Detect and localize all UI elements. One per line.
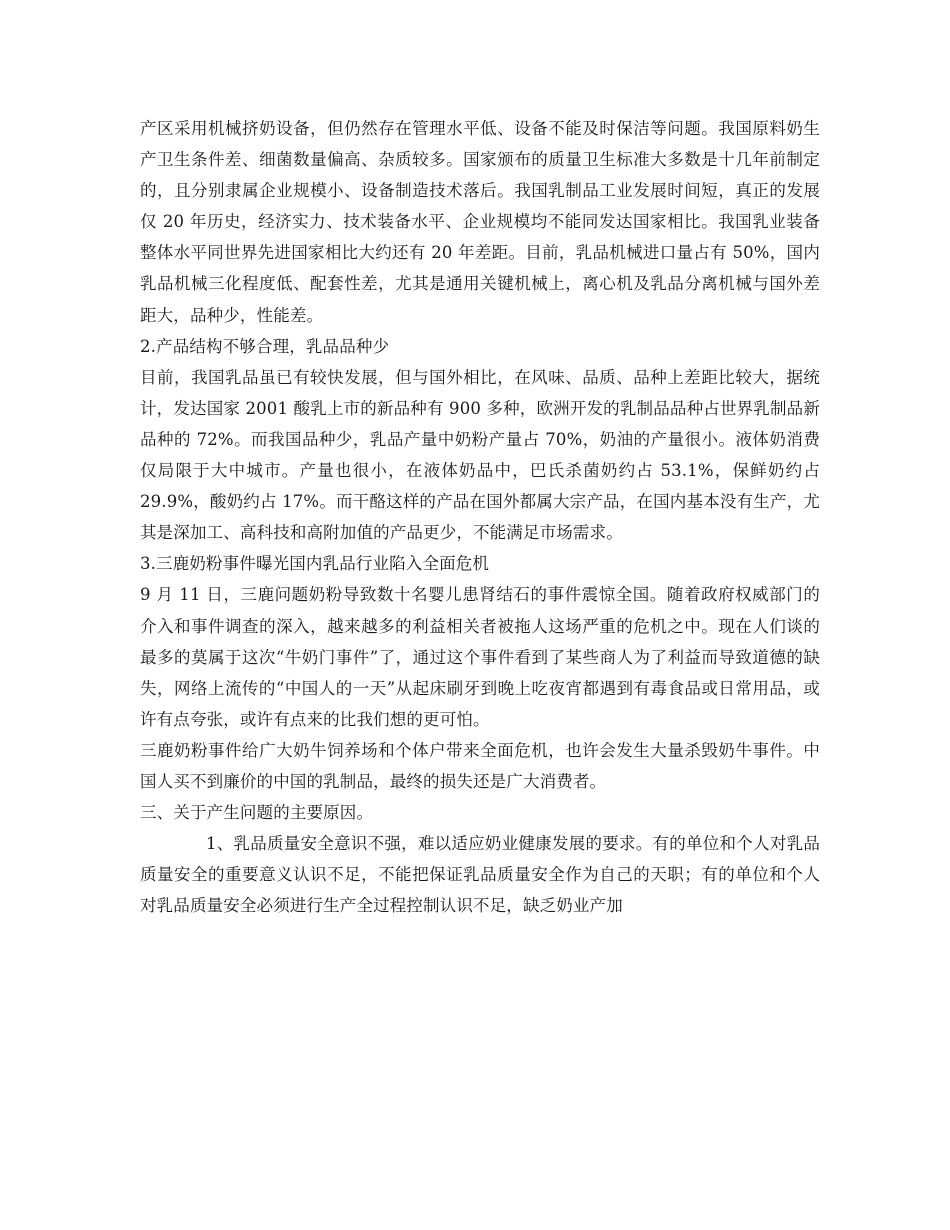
section-heading-sanlu-crisis: 3.三鹿奶粉事件曝光国内乳品行业陷入全面危机 xyxy=(140,554,490,574)
paragraph-product-variety: 目前，我国乳品虽已有较快发展，但与国外相比，在风味、品质、品种上差距比较大，据统计，发达国家 2001 酸乳上市的新品种有 900 多种，欧洲开发的乳制品品种占世界乳制品新品种的 72%。而我国品种少，乳品产量中奶粉产量占 70%，奶油的产量很小。液体奶消费仅局限于大中城市。产量也很小，在液体奶品中，巴氏杀菌奶约占 53.1%，保鲜奶约占 29.9%，酸奶约占 17%。而干酪这样的产品在国外都属大宗产品，在国内基本没有生产，尤其是深加工、高科技和高附加值的产品更少，不能满足市场需求。 xyxy=(140,367,820,543)
paragraph-equipment-gap: 产区采用机械挤奶设备，但仍然存在管理水平低、设备不能及时保洁等问题。我国原料奶生产卫生条件差、细菌数量偏高、杂质较多。国家颁布的质量卫生标准大多数是十几年前制定的，且分别隶属企业规模小、设备制造技术落后。我国乳制品工业发展时间短，真正的发展仅 20 年历史，经济实力、技术装备水平、企业规模均不能同发达国家相比。我国乳业装备整体水平同世界先进国家相比大约还有 20 年差距。目前，乳品机械进口量占有 50%，国内乳品机械三化程度低、配套性差，尤其是通用关键机械上，离心机及乳品分离机械与国外差距大，品种少，性能差。 xyxy=(140,119,820,325)
section-heading-main-causes: 三、关于产生问题的主要原因。 xyxy=(140,803,374,823)
document-body xyxy=(140,113,820,921)
paragraph-sanlu-impact: 三鹿奶粉事件给广大奶牛饲养场和个体户带来全面危机，也许会发生大量杀毁奶牛事件。中国人买不到廉价的中国的乳制品，最终的损失还是广大消费者。 xyxy=(140,740,820,791)
paragraph-cause-1: 1、乳品质量安全意识不强，难以适应奶业健康发展的要求。有的单位和个人对乳品质量安全的重要意义认识不足，不能把保证乳品质量安全作为自己的天职；有的单位和个人对乳品质量安全必须进行生产全过程控制认识不足，缺乏奶业产加 xyxy=(140,834,820,916)
paragraph-sanlu-incident: 9 月 11 日，三鹿问题奶粉导致数十名婴儿患肾结石的事件震惊全国。随着政府权威部门的介入和事件调查的深入，越来越多的利益相关者被拖人这场严重的危机之中。现在人们谈的最多的莫属于这次“牛奶门事件”了，通过这个事件看到了某些商人为了利益而导致道德的缺失，网络上流传的“中国人的一天”从起床刷牙到晚上吃夜宵都遇到有毒食品或日常用品，或许有点夸张，或许有点来的比我们想的更可怕。 xyxy=(140,585,820,729)
section-heading-product-structure: 2.产品结构不够合理，乳品品种少 xyxy=(140,336,390,356)
